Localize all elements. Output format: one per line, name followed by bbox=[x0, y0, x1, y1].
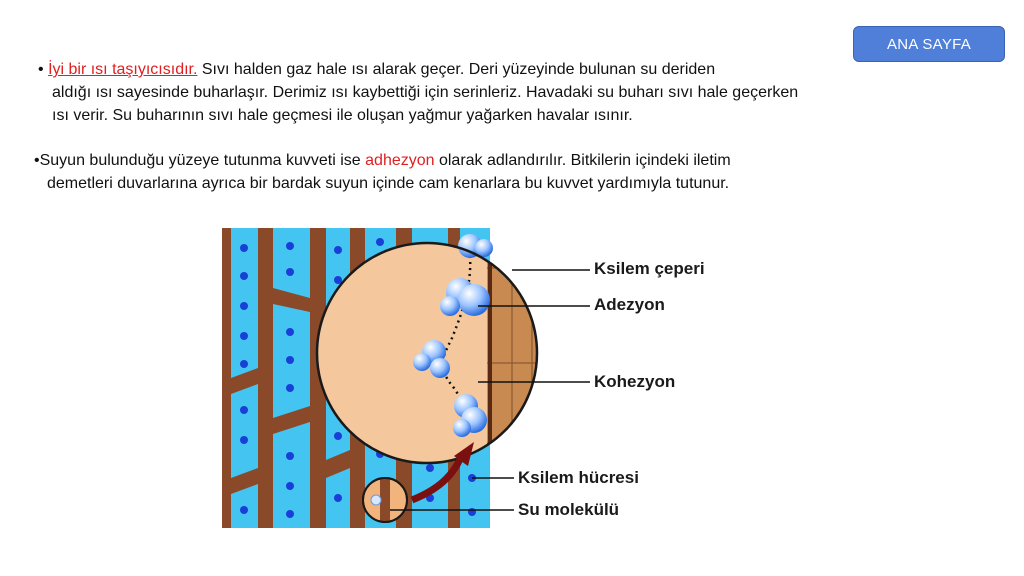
highlight-heat-carrier: İyi bir ısı taşıyıcısıdır. bbox=[48, 61, 198, 78]
paragraph2-line1-start: •Suyun bulunduğu yüzeye tutunma kuvveti ise bbox=[34, 152, 366, 169]
label-cohesion: Kohezyon bbox=[594, 372, 676, 391]
home-button[interactable]: ANA SAYFA bbox=[853, 26, 1005, 62]
highlight-adhesion: adhezyon bbox=[365, 152, 435, 169]
paragraph1-line1 bbox=[38, 58, 798, 81]
paragraph2-line1 bbox=[34, 149, 731, 172]
label-adhesion: Adezyon bbox=[594, 295, 665, 314]
label-xylem-wall: Ksilem çeperi bbox=[594, 259, 705, 278]
paragraph2-line2: demetleri duvarlarına ayrıca bir bardak suyun içinde cam kenarlara bu kuvvet yardımıyla tutunur. bbox=[47, 175, 730, 192]
label-xylem-cell: Ksilem hücresi bbox=[518, 468, 639, 487]
paragraph-adhesion bbox=[34, 149, 731, 195]
paragraph-heat-carrier bbox=[38, 58, 798, 127]
label-water-molecule: Su molekülü bbox=[518, 500, 620, 519]
paragraph2-line1-end: olarak adlandırılır. Bitkilerin içindeki iletim bbox=[434, 152, 731, 169]
xylem-diagram bbox=[222, 228, 770, 528]
bullet: • bbox=[38, 61, 44, 78]
paragraph1-line1-text: Sıvı halden gaz hale ısı alarak geçer. Deri yüzeyinde bulunan su deriden bbox=[197, 61, 716, 78]
paragraph1-line3: ısı verir. Su buharının sıvı hale geçmesi ile oluşan yağmur yağarken havalar ısınır. bbox=[52, 107, 633, 124]
paragraph1-line2: aldığı ısı sayesinde buharlaşır. Derimiz ısı kaybettiği için serinleriz. Havadaki su buharı sıvı hale geçerken bbox=[52, 84, 799, 101]
